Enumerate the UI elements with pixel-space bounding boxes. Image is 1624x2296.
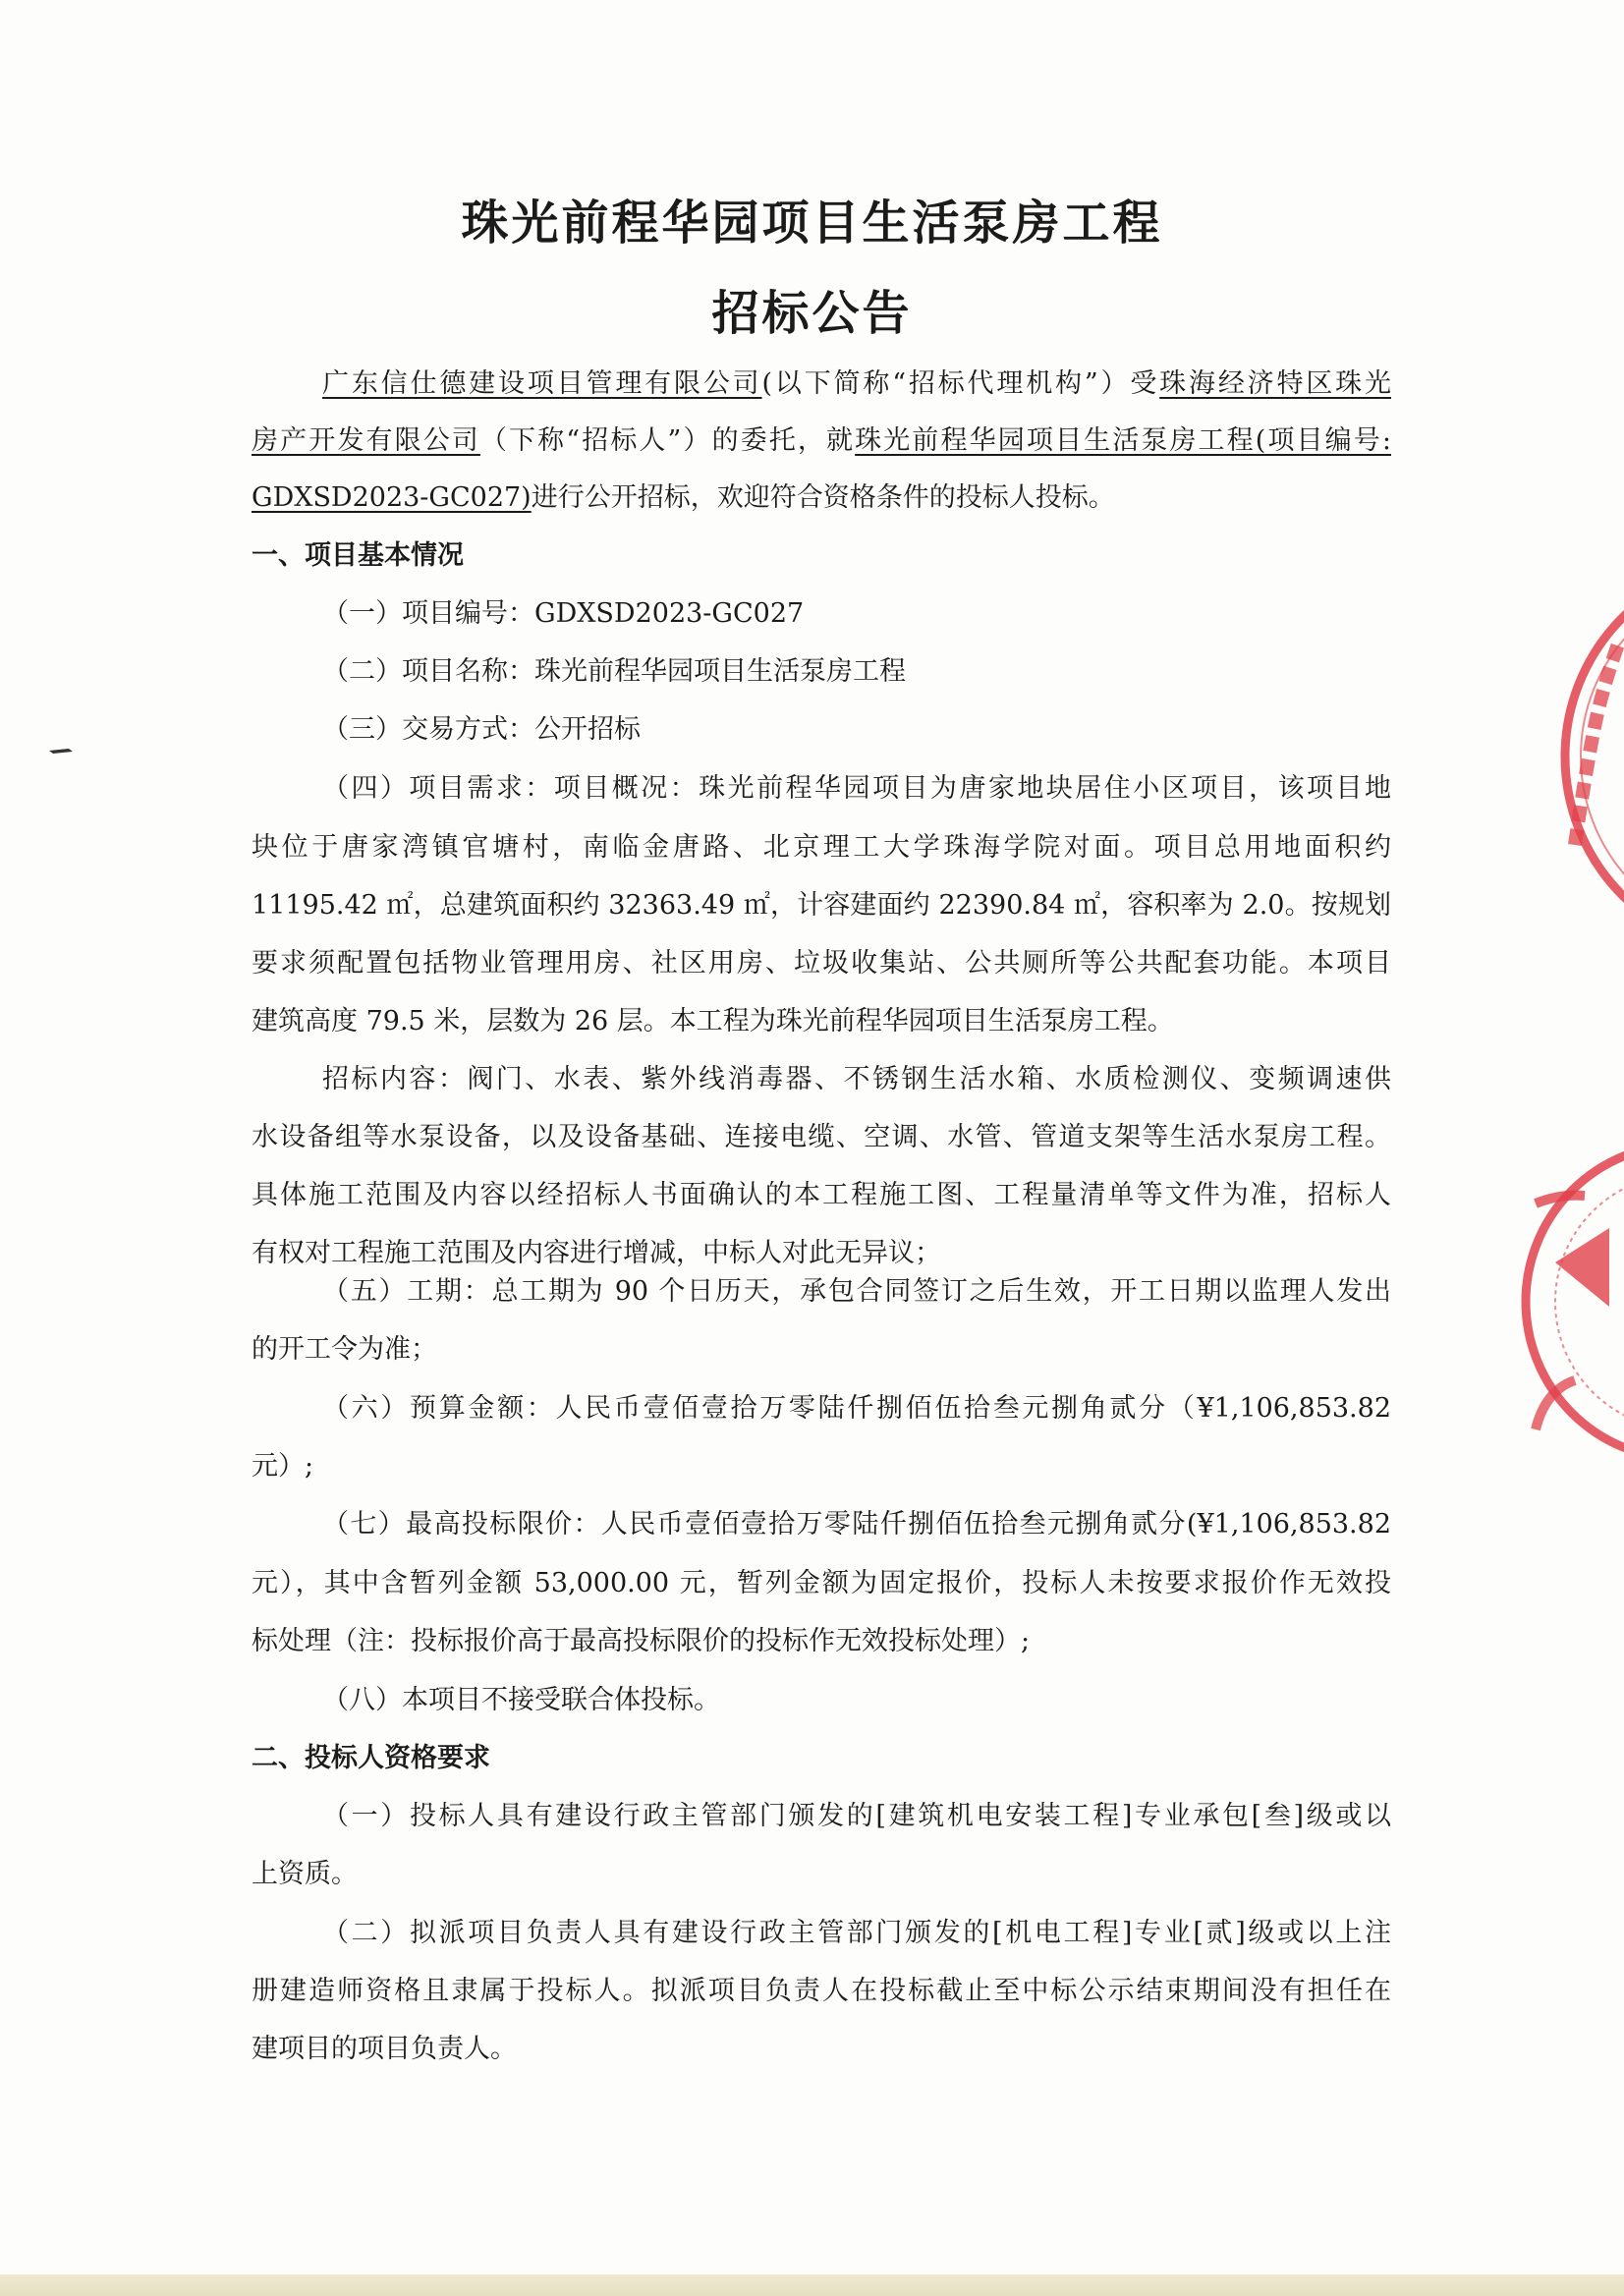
section-1-heading: 一、项目基本情况 xyxy=(252,540,464,571)
scanner-bottom-edge xyxy=(0,2274,1624,2296)
construction-period-line: 的开工令为准； xyxy=(252,1334,437,1365)
project-requirement-line: 11195.42 ㎡，总建筑面积约 32363.49 ㎡，计容建面约 22390.84 ㎡，容积率为 2.0。按规划 xyxy=(252,890,1391,921)
section-2-heading: 二、投标人资格要求 xyxy=(252,1743,490,1773)
max-bid-price-line: 元），其中含暂列金额 53,000.00 元，暂列金额为固定报价，投标人未按要求报价作无效投 xyxy=(252,1568,1391,1598)
tenderer-name-part-1: 珠海经济特区珠光 xyxy=(1159,368,1392,399)
tender-scope-line: 招标内容：阀门、水表、紫外线消毒器、不锈钢生活水箱、水质检测仪、变频调速供 xyxy=(322,1064,1391,1094)
project-name-part-1: 珠光前程华园项目生活泵房工程(项目编号: xyxy=(855,425,1392,456)
intro-line-2 xyxy=(252,423,1391,459)
intro-text-3: 进行公开招标，欢迎符合资格条件的投标人投标。 xyxy=(531,482,1115,513)
project-requirement-line: （四）项目需求：项目概况：珠光前程华园项目为唐家地块居住小区项目，该项目地 xyxy=(322,773,1391,804)
red-seal-stamp-top xyxy=(1555,580,1624,933)
budget-amount-line: 元）; xyxy=(252,1451,314,1482)
project-manager-requirement-line: 建项目的项目负责人。 xyxy=(252,2034,517,2064)
project-manager-requirement-line: 册建造师资格且隶属于投标人。拟派项目负责人在投标截止至中标公示结束期间没有担任在 xyxy=(252,1976,1391,2006)
project-number-item: （一）项目编号：GDXSD2023-GC027 xyxy=(322,598,805,629)
tender-scope-line: 水设备组等水泵设备，以及设备基础、连接电缆、空调、水管、管道支架等生活水泵房工程。 xyxy=(252,1122,1391,1152)
document-subtitle: 招标公告 xyxy=(711,286,913,341)
intro-line-3 xyxy=(252,480,1391,516)
project-requirement-line: 要求须配置包括物业管理用房、社区用房、垃圾收集站、公共厕所等公共配套功能。本项目 xyxy=(252,948,1391,979)
tender-scope-line: 具体施工范围及内容以经招标人书面确认的本工程施工图、工程量清单等文件为准，招标人 xyxy=(252,1180,1391,1210)
no-consortium-item: （八）本项目不接受联合体投标。 xyxy=(322,1685,720,1715)
agency-name: 广东信仕德建设项目管理有限公司 xyxy=(322,368,762,399)
project-requirement-line: 块位于唐家湾镇官塘村，南临金唐路、北京理工大学珠海学院对面。项目总用地面积约 xyxy=(252,832,1391,863)
bidder-qualification-line: 上资质。 xyxy=(252,1859,358,1889)
project-requirement-line: 建筑高度 79.5 米，层数为 26 层。本工程为珠光前程华园项目生活泵房工程。 xyxy=(252,1006,1174,1036)
project-name-part-2: GDXSD2023-GC027) xyxy=(252,482,532,513)
max-bid-price-line: （七）最高投标限价：人民币壹佰壹拾万零陆仟捌佰伍拾叁元捌角贰分(¥1,106,853.82 xyxy=(322,1509,1391,1540)
document-title: 珠光前程华园项目生活泵房工程 xyxy=(461,196,1163,251)
tenderer-name-part-2: 房产开发有限公司 xyxy=(252,425,480,456)
project-name-item: （二）项目名称：珠光前程华园项目生活泵房工程 xyxy=(322,656,906,687)
transaction-method-item: （三）交易方式：公开招标 xyxy=(322,714,641,745)
intro-text-1: (以下简称“招标代理机构”）受 xyxy=(761,368,1160,399)
red-seal-stamp-middle xyxy=(1467,1135,1624,1469)
tender-scope-line: 有权对工程施工范围及内容进行增减，中标人对此无异议； xyxy=(252,1238,941,1268)
scan-mark xyxy=(49,747,73,755)
bidder-qualification-line: （一）投标人具有建设行政主管部门颁发的[建筑机电安装工程]专业承包[叁]级或以 xyxy=(322,1801,1391,1831)
budget-amount-line: （六）预算金额：人民币壹佰壹拾万零陆仟捌佰伍拾叁元捌角贰分（¥1,106,853.82 xyxy=(322,1393,1391,1424)
construction-period-line: （五）工期：总工期为 90 个日历天，承包合同签订之后生效，开工日期以监理人发出 xyxy=(322,1276,1391,1307)
max-bid-price-line: 标处理（注：投标报价高于最高投标限价的投标作无效投标处理）; xyxy=(252,1626,1031,1656)
intro-line-1 xyxy=(322,366,1391,402)
intro-text-2: （下称“招标人”）的委托，就 xyxy=(479,425,856,456)
project-manager-requirement-line: （二）拟派项目负责人具有建设行政主管部门颁发的[机电工程]专业[贰]级或以上注 xyxy=(322,1918,1391,1948)
